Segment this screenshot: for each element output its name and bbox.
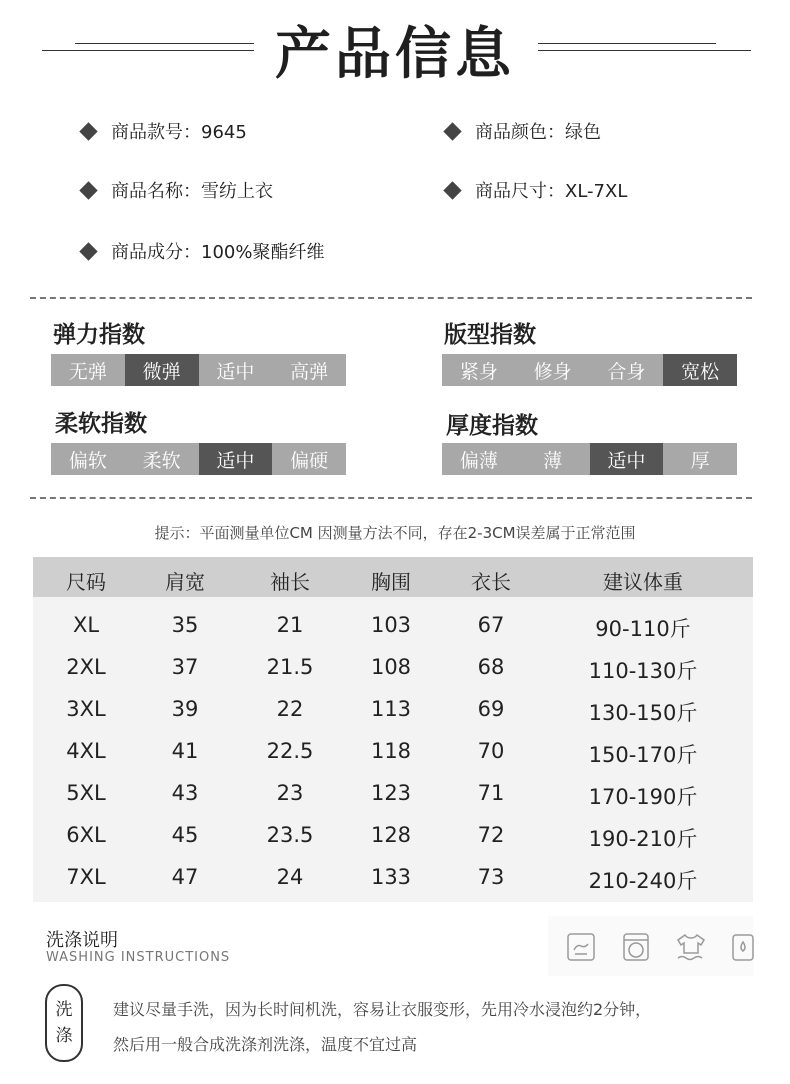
table-cell: 69 <box>477 697 505 721</box>
table-cell: 21.5 <box>266 655 314 679</box>
info-name-text: 商品名称：雪纺上衣 <box>111 181 273 202</box>
info-name <box>78 177 273 203</box>
info-color-text: 商品颜色：绿色 <box>475 122 601 143</box>
washing-subtitle: WASHING INSTRUCTIONS <box>46 950 231 965</box>
fit-option: 紧身 <box>442 354 516 386</box>
size-table-header-cell: 肩宽 <box>165 570 205 594</box>
table-cell: 4XL <box>66 739 106 763</box>
info-size-text: 商品尺寸：XL-7XL <box>475 181 628 202</box>
table-row <box>33 823 753 853</box>
table-cell: 113 <box>370 697 412 721</box>
softness-scale <box>51 443 346 475</box>
table-cell: 68 <box>477 655 505 679</box>
washing-badge <box>45 984 83 1062</box>
table-cell: 118 <box>370 739 412 763</box>
fit-option: 宽松 <box>663 354 737 386</box>
divider-top <box>30 297 752 299</box>
table-cell: 103 <box>370 613 412 637</box>
table-cell: 110-130斤 <box>588 659 698 683</box>
table-cell: 37 <box>171 655 199 679</box>
size-table-header-cell: 尺码 <box>66 570 106 594</box>
washing-badge-top: 洗 <box>55 1000 73 1020</box>
table-row <box>33 613 753 643</box>
table-cell: 133 <box>370 865 412 889</box>
table-row <box>33 781 753 811</box>
diamond-bullet-icon <box>79 181 97 199</box>
table-cell: 6XL <box>66 823 106 847</box>
washing-badge-bottom: 涤 <box>55 1026 73 1046</box>
elasticity-option: 高弹 <box>272 354 346 386</box>
table-cell: 210-240斤 <box>588 869 698 893</box>
info-style-no <box>78 118 247 144</box>
shirt-wash-icon <box>675 932 707 962</box>
size-table-header-cell: 建议体重 <box>603 570 683 594</box>
table-cell: 70 <box>477 739 505 763</box>
table-cell: 2XL <box>66 655 106 679</box>
info-style-no-text: 商品款号：9645 <box>111 122 247 143</box>
fit-scale <box>442 354 737 386</box>
table-cell: 22 <box>276 697 304 721</box>
table-cell: 35 <box>171 613 199 637</box>
softness-option: 适中 <box>199 443 273 475</box>
table-cell: 21 <box>276 613 304 637</box>
thickness-option: 适中 <box>590 443 664 475</box>
elasticity-option: 适中 <box>199 354 273 386</box>
washing-icons <box>548 916 753 976</box>
table-cell: 7XL <box>66 865 106 889</box>
table-cell: 108 <box>370 655 412 679</box>
table-cell: 22.5 <box>266 739 314 763</box>
thickness-option: 偏薄 <box>442 443 516 475</box>
table-row <box>33 739 753 769</box>
table-cell: 150-170斤 <box>588 743 698 767</box>
size-table-header-cell: 胸围 <box>371 570 411 594</box>
table-row <box>33 865 753 895</box>
table-cell: 72 <box>477 823 505 847</box>
size-table-header-cell: 袖长 <box>270 570 310 594</box>
fit-option: 修身 <box>516 354 590 386</box>
table-cell: 23 <box>276 781 304 805</box>
washing-text-line1: 建议尽量手洗，因为长时间机洗，容易让衣服变形，先用冷水浸泡约2分钟， <box>113 1000 652 1019</box>
table-row <box>33 697 753 727</box>
divider-bottom <box>30 497 752 499</box>
table-cell: 39 <box>171 697 199 721</box>
measurement-tip: 提示：平面测量单位CM 因测量方法不同，存在2-3CM误差属于正常范围 <box>154 524 636 542</box>
table-cell: 24 <box>276 865 304 889</box>
table-cell: 130-150斤 <box>588 701 698 725</box>
elasticity-option: 无弹 <box>51 354 125 386</box>
table-cell: 128 <box>370 823 412 847</box>
diamond-bullet-icon <box>443 122 461 140</box>
table-cell: 23.5 <box>266 823 314 847</box>
table-cell: 67 <box>477 613 505 637</box>
size-table-header-cell: 衣长 <box>471 570 511 594</box>
diamond-bullet-icon <box>79 122 97 140</box>
table-cell: 71 <box>477 781 505 805</box>
hand-wash-icon <box>566 932 596 962</box>
elasticity-scale <box>51 354 346 386</box>
softness-title: 柔软指数 <box>55 411 147 437</box>
fit-option: 合身 <box>590 354 664 386</box>
thickness-option: 薄 <box>516 443 590 475</box>
table-cell: 45 <box>171 823 199 847</box>
softness-option: 偏硬 <box>272 443 346 475</box>
table-cell: 90-110斤 <box>595 617 691 641</box>
table-cell: 5XL <box>66 781 106 805</box>
table-cell: 47 <box>171 865 199 889</box>
info-size <box>442 177 627 203</box>
size-table-header <box>33 557 753 597</box>
title-line-right-outer <box>538 50 751 51</box>
table-cell: 123 <box>370 781 412 805</box>
size-table-body <box>33 597 753 902</box>
thickness-scale <box>442 443 737 475</box>
elasticity-option: 微弹 <box>125 354 199 386</box>
softness-option: 柔软 <box>125 443 199 475</box>
table-cell: 190-210斤 <box>588 827 698 851</box>
table-cell: 41 <box>171 739 199 763</box>
thickness-option: 厚 <box>663 443 737 475</box>
table-cell: 43 <box>171 781 199 805</box>
diamond-bullet-icon <box>79 242 97 260</box>
diamond-bullet-icon <box>443 181 461 199</box>
elasticity-title: 弹力指数 <box>53 322 145 348</box>
fit-title: 版型指数 <box>444 322 536 348</box>
softness-option: 偏软 <box>51 443 125 475</box>
washing-title: 洗涤说明 <box>46 930 118 951</box>
info-material <box>78 238 324 264</box>
washing-text-line2: 然后用一般合成洗涤剂洗涤，温度不宜过高 <box>113 1035 418 1054</box>
page-title: 产品信息 <box>275 22 515 87</box>
info-color <box>442 118 601 144</box>
table-cell: 170-190斤 <box>588 785 698 809</box>
table-cell: 3XL <box>66 697 106 721</box>
thickness-title: 厚度指数 <box>446 413 538 439</box>
table-row <box>33 655 753 685</box>
table-cell: XL <box>72 613 100 637</box>
table-cell: 73 <box>477 865 505 889</box>
title-line-right-inner <box>538 43 716 44</box>
info-material-text: 商品成分：100%聚酯纤维 <box>111 242 325 263</box>
machine-wash-icon <box>621 932 651 962</box>
detergent-icon <box>730 932 756 962</box>
